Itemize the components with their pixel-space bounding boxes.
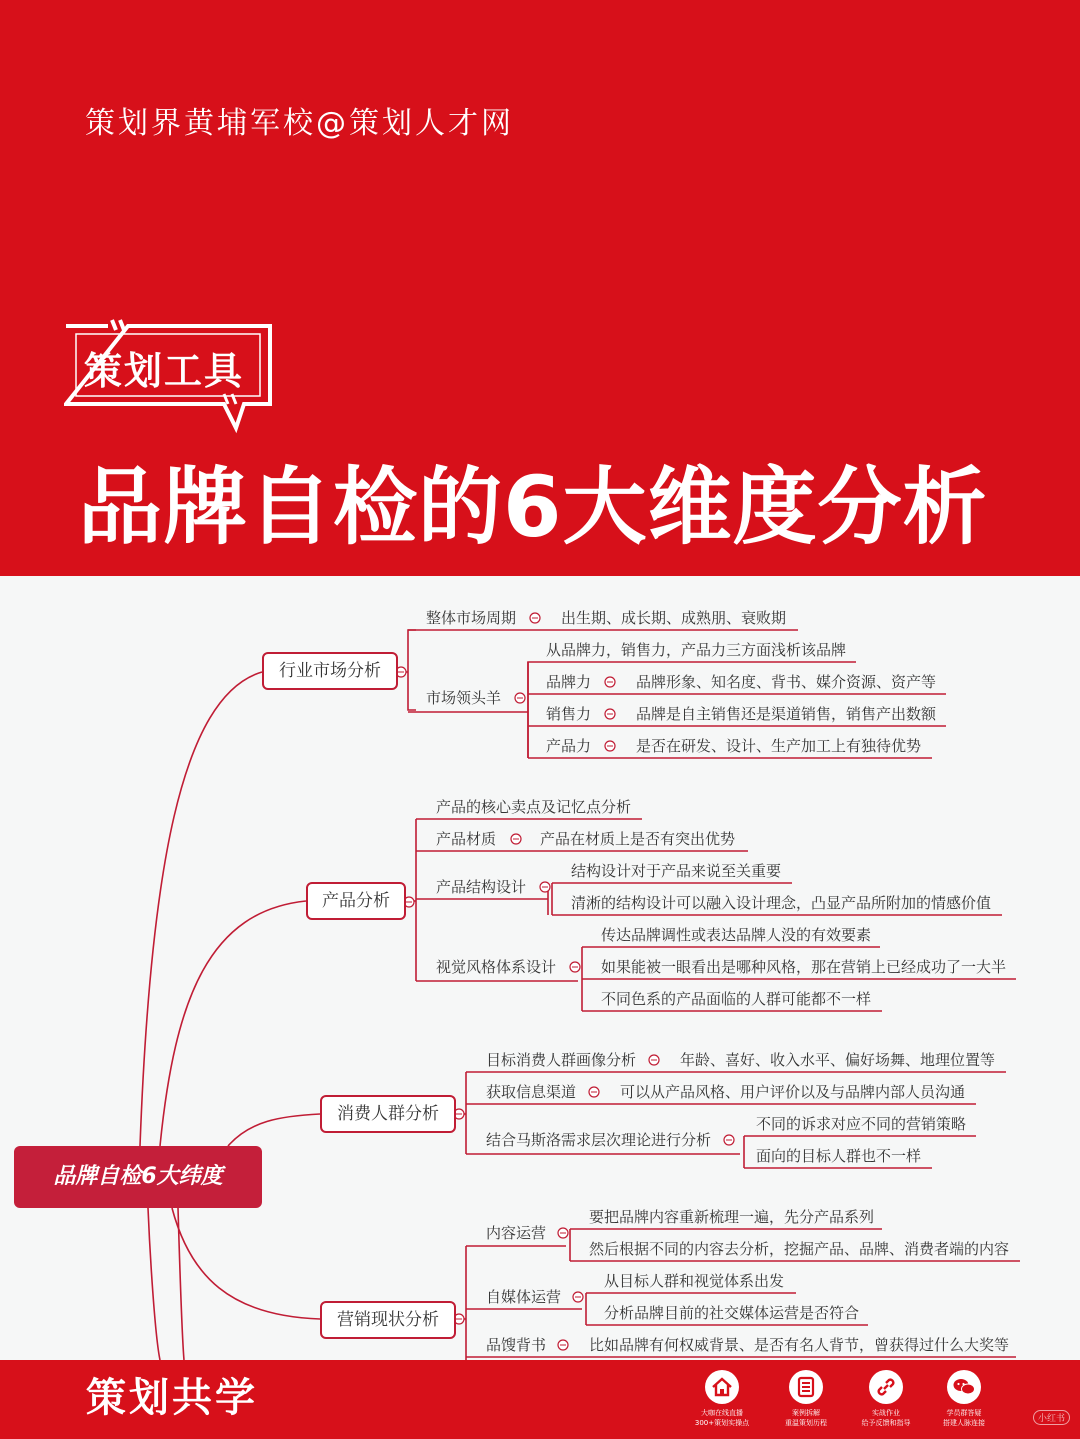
node-product-material: 产品材质	[436, 830, 497, 848]
link-icon	[869, 1370, 903, 1404]
leaf-market-leader-overview: 从品牌力，销售力，产品力三方面浅析该品牌	[546, 641, 847, 659]
leaf-info-channel: 可以从产品风格、用户评价以及与品牌内部人员沟通	[620, 1083, 966, 1101]
header-subtitle: 策划界黄埔军校@策划人才网	[85, 106, 514, 141]
leaf-product-power: 是否在研发、设计、生产加工上有独待优势	[636, 737, 922, 755]
footer-feature-live	[682, 1370, 762, 1428]
node-market-cycle: 整体市场周期	[426, 609, 517, 627]
node-visual-style: 视觉风格体系设计	[436, 958, 557, 976]
header-banner	[0, 0, 1080, 576]
leaf-content-analyze: 然后根据不同的内容去分析，挖掘产品、品牌、消费者端的内容	[589, 1240, 1010, 1258]
node-maslow: 结合马斯洛需求层次理论进行分析	[486, 1131, 712, 1149]
node-market-leader: 市场领头羊	[426, 689, 502, 707]
node-brand-endorsement: 品馊背书	[486, 1336, 547, 1354]
leaf-brand-endorsement: 比如品牌有何权威背景、是否有名人背节，曾获得过什么大奖等	[589, 1336, 1010, 1354]
node-sales-power: 销售力	[546, 705, 592, 723]
home-icon	[705, 1370, 739, 1404]
node-consumer-portrait: 目标消费人群画像分析	[486, 1051, 637, 1069]
leaf-maslow-audience: 面向的目标人群也不一样	[756, 1147, 922, 1165]
node-core-selling-point: 产品的核心卖点及记忆点分析	[436, 798, 632, 816]
leaf-consumer-portrait: 年龄、喜好、收入水平、偏好场舞、地理位置等	[680, 1051, 996, 1069]
node-self-media: 自媒体运营	[486, 1288, 562, 1306]
footer-feature-group	[924, 1370, 1004, 1428]
node-brand-power: 品牌力	[546, 673, 592, 691]
branch-consumer-analysis: 消费人群分析	[320, 1095, 456, 1133]
footer-feature-live-line1: 大咖在线直播	[701, 1409, 743, 1417]
footer-feature-homework	[846, 1370, 926, 1428]
leaf-brand-power: 品牌形象、知名度、背书、媒介资源、资产等	[636, 673, 937, 691]
leaf-structure-important: 结构设计对于产品来说至关重要	[571, 862, 782, 880]
footer-feature-live-line2: 300+策划实操点	[694, 1419, 750, 1427]
leaf-content-sort: 要把品牌内容重新梳理一遍，先分产品系列	[589, 1208, 875, 1226]
branch-industry-market: 行业市场分析	[262, 652, 398, 690]
leaf-market-cycle: 出生期、成长期、成熟朋、衰败期	[561, 609, 787, 627]
leaf-visual-recognition: 如果能被一眼看出是哪种风格，那在营销上已经成功了一大半	[601, 958, 1007, 976]
footer-banner	[0, 1360, 1080, 1439]
node-content-ops: 内容运营	[486, 1224, 547, 1242]
footer-feature-homework-line1: 实战作业	[872, 1409, 900, 1417]
footer-feature-group-line2: 搭建人脉连接	[943, 1419, 985, 1427]
footer-feature-homework-line2: 给予反馈和指导	[861, 1419, 911, 1427]
badge-label: 策划工具	[84, 349, 245, 393]
node-structure-design: 产品结构设计	[436, 878, 527, 896]
wechat-icon	[947, 1370, 981, 1404]
footer-feature-case-line1: 案例拆解	[792, 1409, 820, 1417]
leaf-sales-power: 品牌是自主销售还是渠道销售，销售产出数额	[636, 705, 937, 723]
footer-feature-group-line1: 学员群答疑	[946, 1409, 982, 1417]
mind-map	[0, 576, 1080, 1360]
branch-product-analysis: 产品分析	[306, 882, 406, 920]
document-icon	[789, 1370, 823, 1404]
footer-feature-case-line2: 重温策划历程	[785, 1419, 827, 1427]
leaf-visual-color: 不同色系的产品面临的人群可能都不一样	[601, 990, 872, 1008]
leaf-self-media-check: 分析品牌目前的社交媒体运营是否符合	[604, 1304, 860, 1322]
leaf-maslow-strategy: 不同的诉求对应不同的营销策略	[756, 1115, 967, 1133]
leaf-self-media-start: 从目标人群和视觉体系出发	[604, 1272, 785, 1290]
mind-map-root: 品牌自检6大纬度	[14, 1146, 262, 1208]
leaf-visual-tone: 传达品牌调性或表达品牌人没的有效要素	[601, 926, 872, 944]
leaf-structure-value: 清淅的结构设计可以融入设计理念，凸显产品所附加的情感价值	[571, 894, 992, 912]
footer-feature-case	[766, 1370, 846, 1428]
leaf-product-material: 产品在材质上是否有突出优势	[540, 830, 736, 848]
branch-marketing-status: 营销现状分析	[320, 1301, 456, 1339]
node-info-channel: 获取信息渠道	[486, 1083, 577, 1101]
watermark: 小红书	[1033, 1410, 1070, 1425]
page-title: 品牌自检的6大维度分析	[78, 458, 988, 556]
node-product-power: 产品力	[546, 737, 592, 755]
footer-title: 策划共学	[86, 1375, 258, 1421]
